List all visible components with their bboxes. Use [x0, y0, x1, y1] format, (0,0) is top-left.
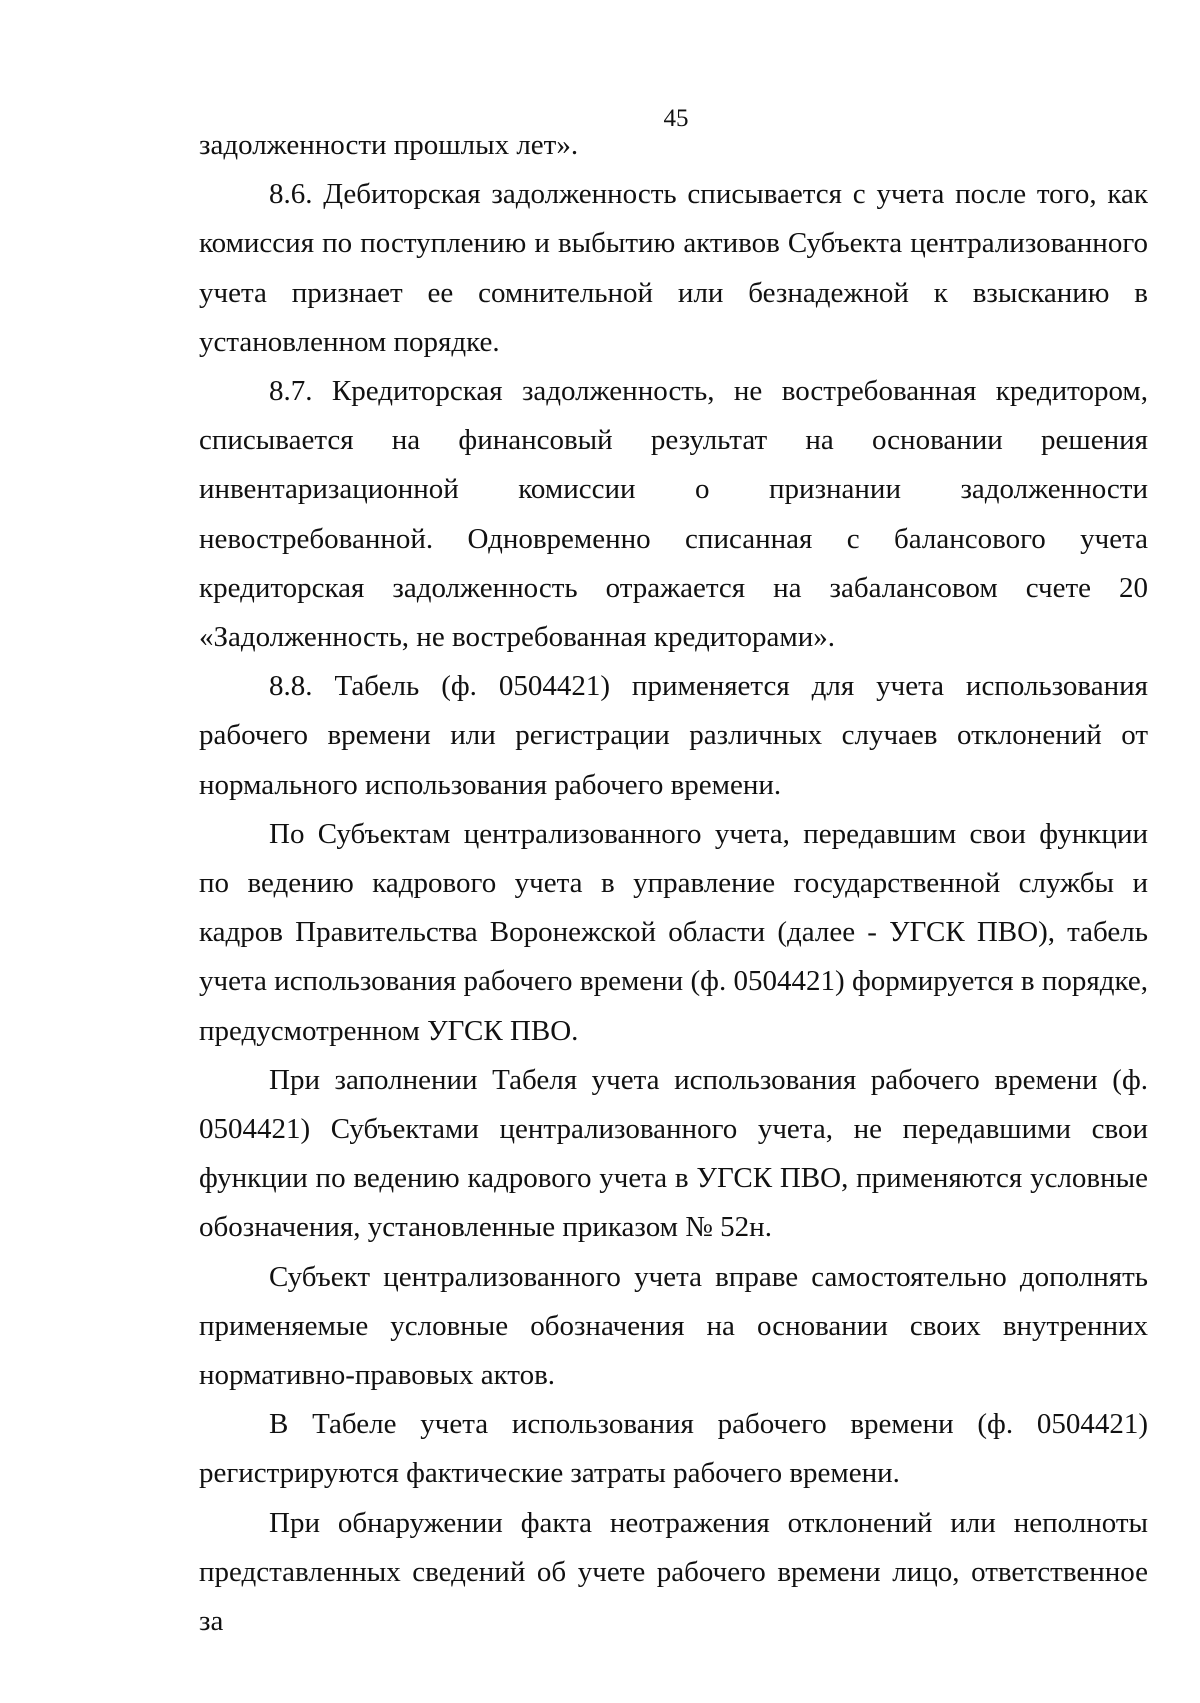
page-number: 45	[663, 105, 689, 132]
document-body	[199, 121, 1148, 1646]
paragraph-continuation: задолженности прошлых лет».	[199, 129, 579, 161]
paragraph-additional-codes: Субъект централизованного учета вправе самостоятельно дополнять применяемые условные обозначения на основании своих внутренних нормативно-правовых актов.	[199, 1260, 1148, 1392]
paragraph-8-7: 8.7. Кредиторская задолженность, не востребованная кредитором, списывается на финансовый результат на основании решения инвентаризационной комиссии о признании задолженности невостребованной. Одновременно списанная с балансового учета кредиторская задолженность отражается на забалансовом счете 20 «Задолженность, не востребованная кредиторами».	[199, 375, 1148, 654]
paragraph-timesheet-codes: При заполнении Табеля учета использования рабочего времени (ф. 0504421) Субъектами централизованного учета, не передавшими свои функции по ведению кадрового учета в УГСК ПВО, применяются условные обозначения, установленные приказом № 52н.	[199, 1063, 1148, 1244]
paragraph-actual-time: В Табеле учета использования рабочего времени (ф. 0504421) регистрируются фактические затраты рабочего времени.	[199, 1408, 1148, 1490]
paragraph-8-6: 8.6. Дебиторская задолженность списывается с учета после того, как комиссия по поступлению и выбытию активов Субъекта централизованного учета признает ее сомнительной или безнадежной к взысканию в установленном порядке.	[199, 178, 1148, 358]
paragraph-ugsk-timesheet: По Субъектам централизованного учета, передавшим свои функции по ведению кадрового учета в управление государственной службы и кадров Правительства Воронежской области (далее - УГСК ПВО), табель учета использования рабочего времени (ф. 0504421) формируется в порядке, предусмотренном УГСК ПВО.	[199, 817, 1148, 1047]
paragraph-deviations: При обнаружении факта неотражения отклонений или неполноты представленных сведений об учете рабочего времени лицо, ответственное за	[199, 1506, 1148, 1638]
paragraph-8-8: 8.8. Табель (ф. 0504421) применяется для учета использования рабочего времени или регистрации различных случаев отклонений от нормального использования рабочего времени.	[199, 670, 1148, 801]
